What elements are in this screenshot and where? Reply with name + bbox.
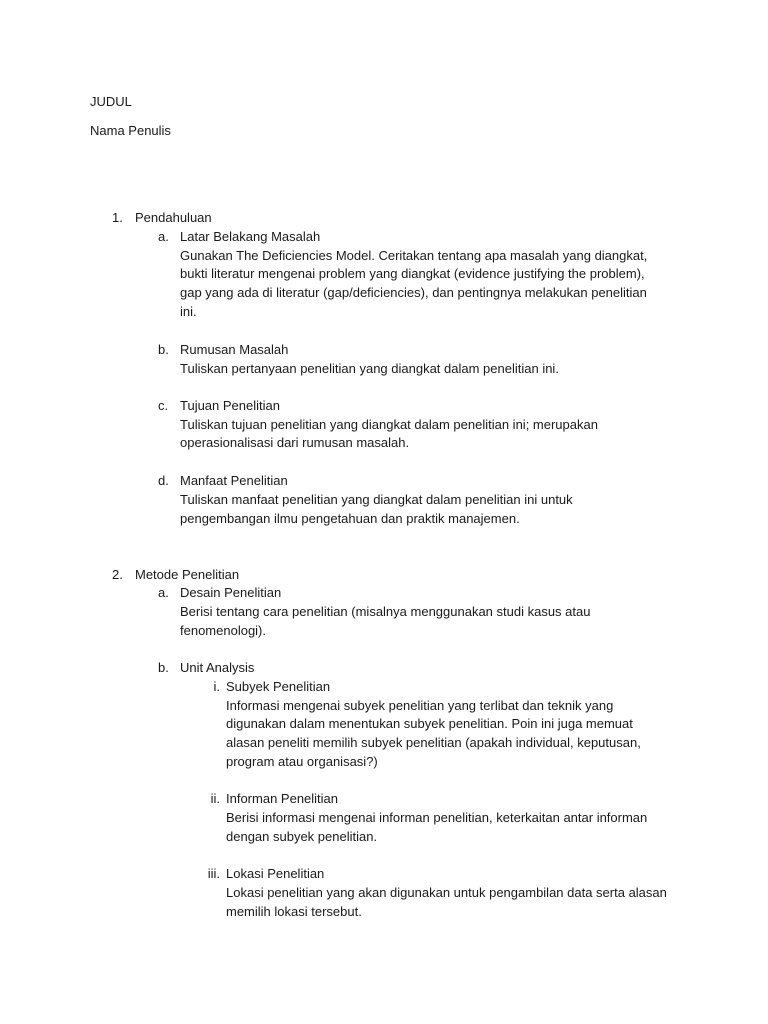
item-marker: d. [158, 473, 169, 488]
paragraph-line: memilih lokasi tersebut. [226, 904, 362, 919]
section-number: 2. [112, 567, 123, 582]
paragraph-line: program atau organisasi?) [226, 754, 378, 769]
paragraph-line: Gunakan The Deficiencies Model. Ceritakan tentang apa masalah yang diangkat, [180, 248, 648, 263]
item-title-desain-penelitian: Desain Penelitian [180, 585, 282, 600]
item-title-rumusan-masalah: Rumusan Masalah [180, 342, 289, 357]
paragraph-line: dengan subyek penelitian. [226, 829, 378, 844]
item-title-latar-belakang: Latar Belakang Masalah [180, 229, 321, 244]
item-marker: b. [158, 660, 169, 675]
item-marker: a. [158, 229, 169, 244]
paragraph-line: Lokasi penelitian yang akan digunakan untuk pengambilan data serta alasan [226, 885, 667, 900]
paragraph-line: Tuliskan manfaat penelitian yang diangkat dalam penelitian ini untuk [180, 492, 573, 507]
paragraph-line: Informasi mengenai subyek penelitian yang terlibat dan teknik yang [226, 698, 614, 713]
section-number: 1. [112, 210, 123, 225]
subitem-marker: i. [213, 679, 220, 694]
paragraph-line: digunakan dalam menentukan subyek penelitian. Poin ini juga memuat [226, 716, 633, 731]
subitem-title-informan-penelitian: Informan Penelitian [226, 791, 339, 806]
item-title-tujuan-penelitian: Tujuan Penelitian [180, 398, 280, 413]
paragraph-line: alasan peneliti memilih subyek penelitian (apakah individual, keputusan, [226, 735, 641, 750]
subitem-marker: ii. [210, 791, 220, 806]
item-marker: a. [158, 585, 169, 600]
section-title-pendahuluan: Pendahuluan [135, 210, 212, 225]
item-title-unit-analysis: Unit Analysis [180, 660, 255, 675]
paragraph-line: Berisi tentang cara penelitian (misalnya menggunakan studi kasus atau [180, 604, 591, 619]
item-marker: c. [158, 398, 169, 413]
paragraph-line: Tuliskan pertanyaan penelitian yang diangkat dalam penelitian ini. [180, 361, 559, 376]
document-title: JUDUL [90, 94, 132, 109]
subitem-marker: iii. [207, 866, 220, 881]
paragraph-line: pengembangan ilmu pengetahuan dan praktik manajemen. [180, 511, 520, 526]
section-title-metode-penelitian: Metode Penelitian [135, 567, 240, 582]
paragraph-line: ini. [180, 304, 197, 319]
author-name: Nama Penulis [90, 123, 171, 138]
item-title-manfaat-penelitian: Manfaat Penelitian [180, 473, 288, 488]
paragraph-line: Tuliskan tujuan penelitian yang diangkat dalam penelitian ini; merupakan [180, 417, 598, 432]
subitem-title-subyek-penelitian: Subyek Penelitian [226, 679, 331, 694]
paragraph-line: Berisi informasi mengenai informan penelitian, keterkaitan antar informan [226, 810, 648, 825]
paragraph-line: bukti literatur mengenai problem yang diangkat (evidence justifying the problem), [180, 266, 645, 281]
item-marker: b. [158, 342, 169, 357]
subitem-title-lokasi-penelitian: Lokasi Penelitian [226, 866, 325, 881]
paragraph-line: operasionalisasi dari rumusan masalah. [180, 435, 410, 450]
paragraph-line: fenomenologi). [180, 623, 266, 638]
paragraph-line: gap yang ada di literatur (gap/deficiencies), dan pentingnya melakukan penelitian [180, 285, 647, 300]
